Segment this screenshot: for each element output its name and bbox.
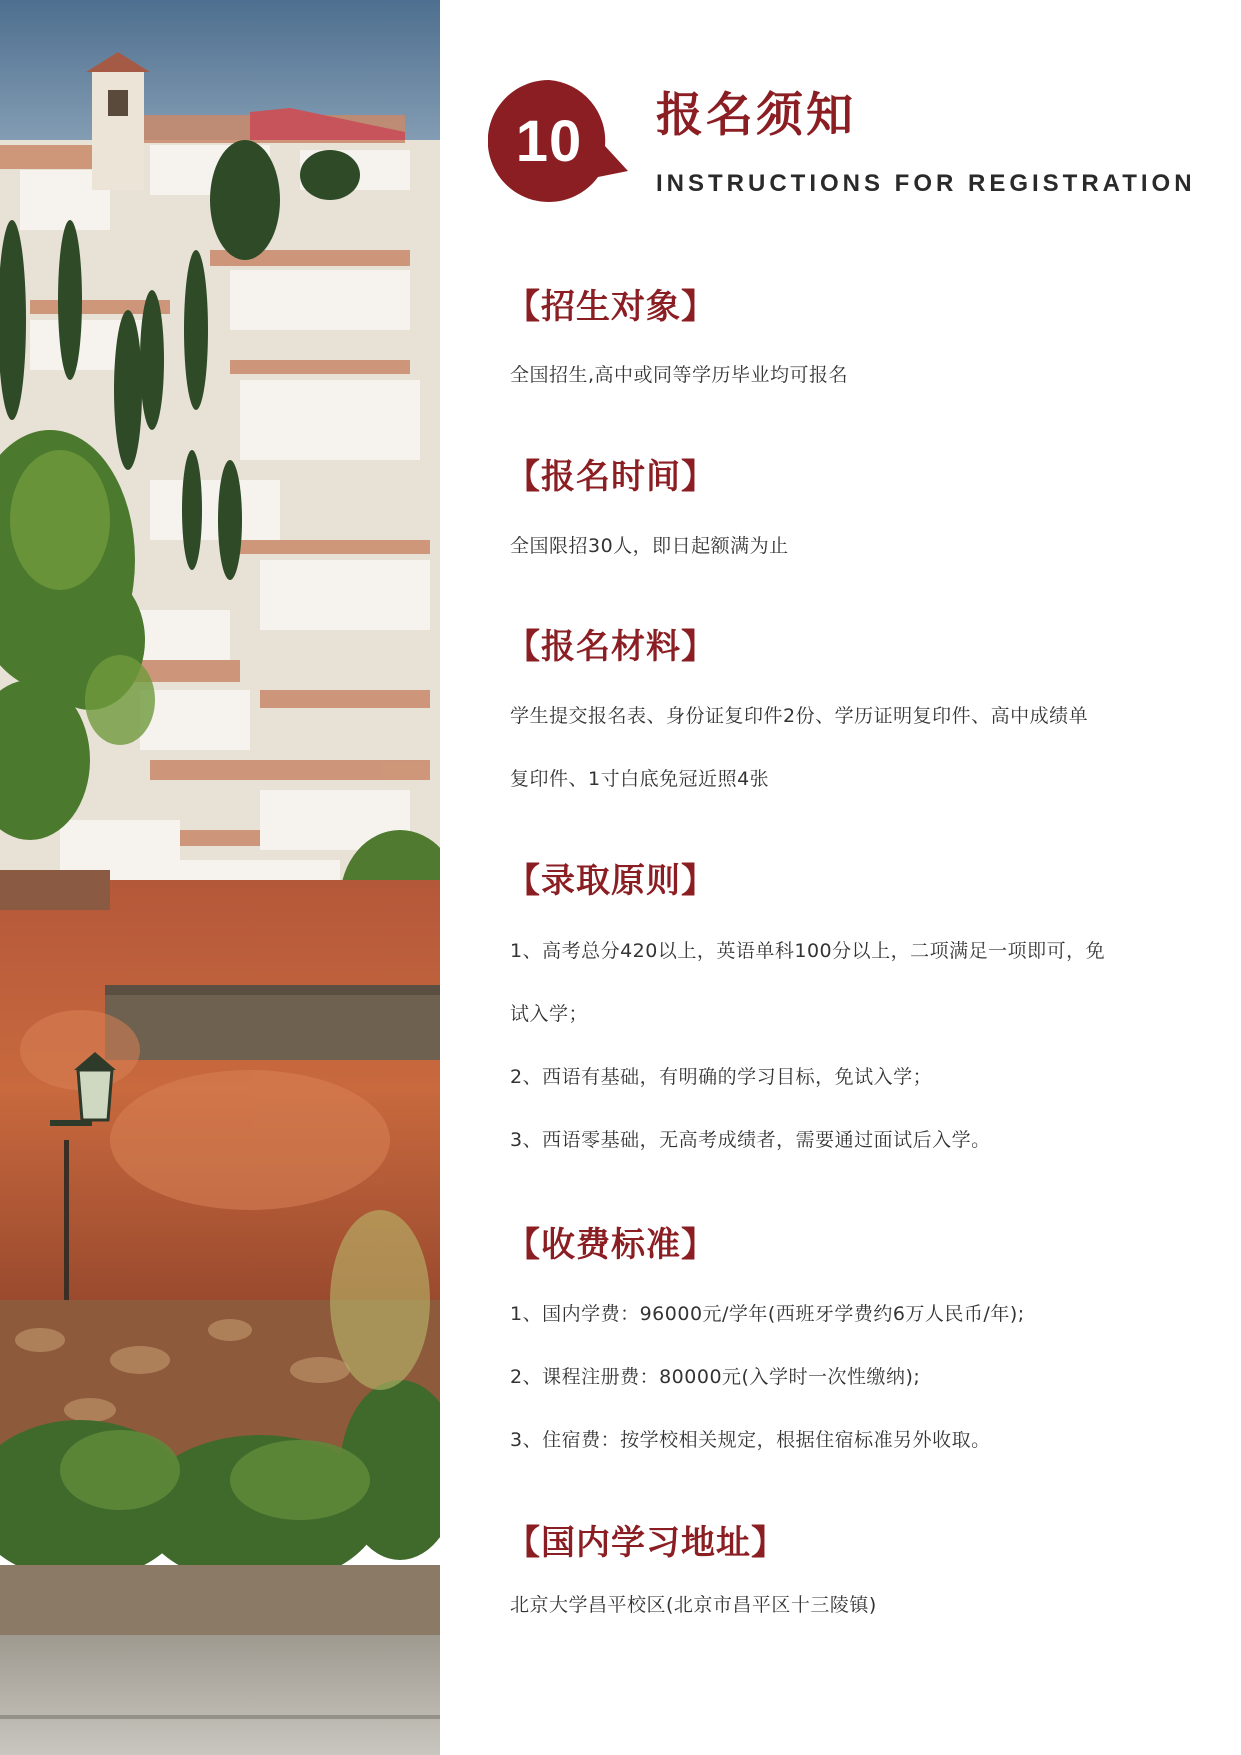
section-text-line: 复印件、1寸白底免冠近照4张 [510, 768, 770, 790]
town-hillside-photo [0, 0, 440, 1755]
section-text-line: 试入学； [510, 1003, 589, 1025]
section-number-badge [488, 80, 628, 202]
section-text-line: 学生提交报名表、身份证复印件2份、学历证明复印件、高中成绩单 [510, 705, 1089, 727]
section-text-line: 2、课程注册费：80000元(入学时一次性缴纳); [510, 1366, 921, 1388]
section-text-line: 3、西语零基础，无高考成绩者，需要通过面试后入学。 [510, 1129, 991, 1151]
section-title-admission-principles: 【录取原则】 [506, 861, 716, 901]
section-text-line: 北京大学昌平校区(北京市昌平区十三陵镇) [510, 1594, 877, 1616]
section-title-fee-standards: 【收费标准】 [506, 1225, 716, 1265]
page-subtitle: INSTRUCTIONS FOR REGISTRATION [656, 170, 1196, 197]
section-text-line: 2、西语有基础，有明确的学习目标，免试入学； [510, 1066, 933, 1088]
section-text-line: 1、高考总分420以上，英语单科100分以上，二项满足一项即可，免 [510, 940, 1106, 962]
section-number: 10 [515, 108, 583, 174]
section-text-line: 1、国内学费：96000元/学年(西班牙学费约6万人民币/年); [510, 1303, 1025, 1325]
section-title-study-address: 【国内学习地址】 [506, 1523, 786, 1563]
section-text-line: 3、住宿费：按学校相关规定，根据住宿标准另外收取。 [510, 1429, 991, 1451]
section-title-registration-materials: 【报名材料】 [506, 627, 716, 667]
page-title: 报名须知 [656, 88, 856, 143]
section-text-line: 全国招生,高中或同等学历毕业均可报名 [510, 364, 849, 386]
section-text-line: 全国限招30人，即日起额满为止 [510, 535, 789, 557]
section-title-enrollment-target: 【招生对象】 [506, 287, 716, 327]
section-title-registration-time: 【报名时间】 [506, 457, 716, 497]
